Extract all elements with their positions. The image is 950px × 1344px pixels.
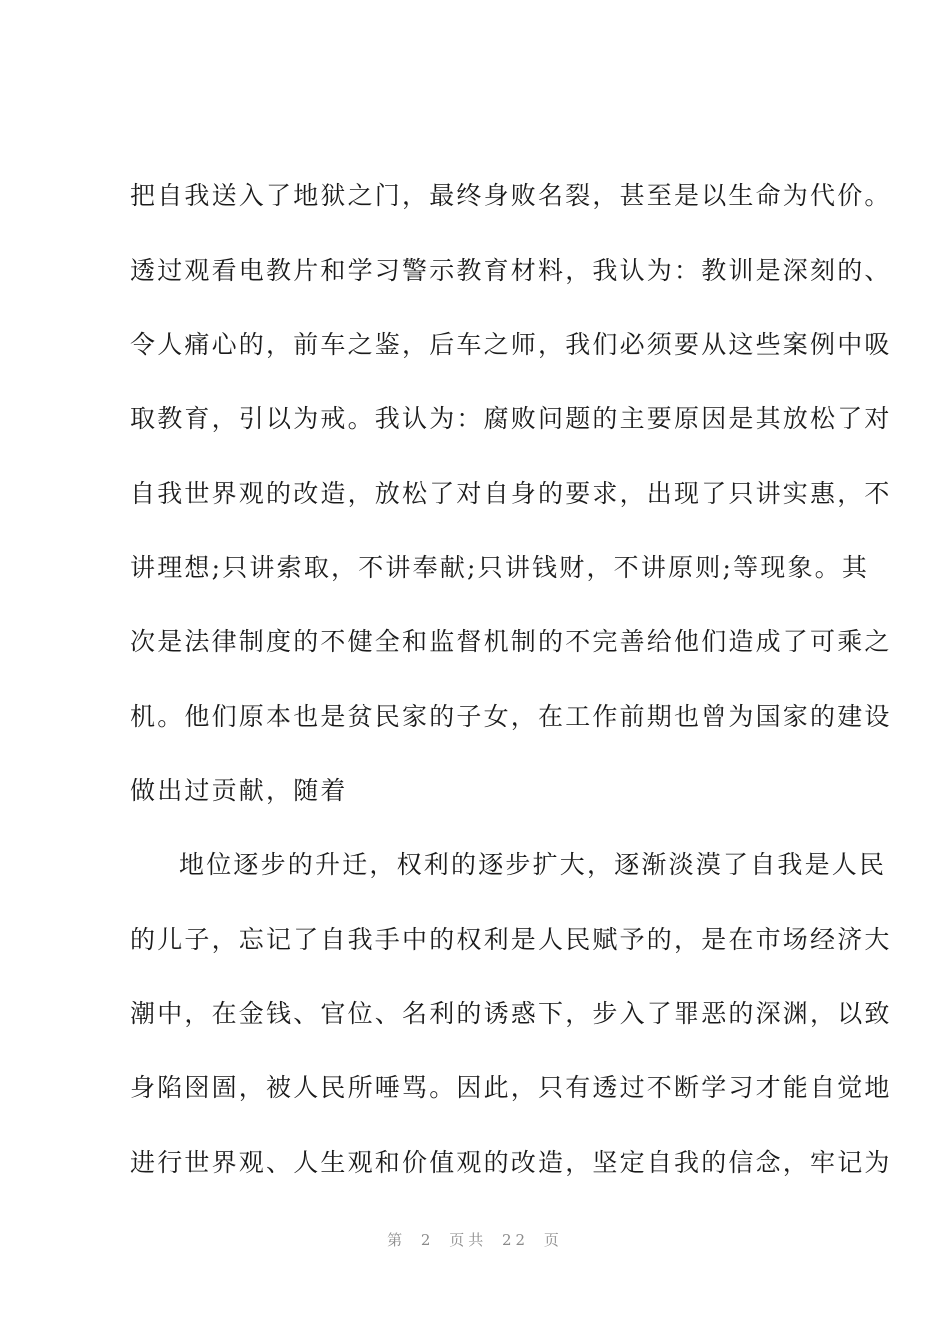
body-text-line: 取教育，引以为戒。我认为：腐败问题的主要原因是其放松了对: [130, 404, 892, 433]
body-text-line: 机。他们原本也是贫民家的子女，在工作前期也曾为国家的建设: [130, 702, 892, 731]
body-text-line: 次是法律制度的不健全和监督机制的不完善给他们造成了可乘之: [130, 627, 892, 656]
body-text-line: 进行世界观、人生观和价值观的改造，坚定自我的信念，牢记为: [130, 1148, 892, 1177]
page-number-footer: 第 2 页共 22 页: [387, 1231, 563, 1249]
body-text-line: 身陷囹圄，被人民所唾骂。因此，只有透过不断学习才能自觉地: [130, 1073, 892, 1102]
body-text-line: 透过观看电教片和学习警示教育材料，我认为：教训是深刻的、: [130, 256, 892, 285]
body-text-line: 潮中，在金钱、官位、名利的诱惑下，步入了罪恶的深渊，以致: [130, 999, 892, 1028]
body-text-line: 令人痛心的，前车之鉴，后车之师，我们必须要从这些案例中吸: [130, 330, 892, 359]
body-text-line: 自我世界观的改造，放松了对自身的要求，出现了只讲实惠，不: [130, 479, 892, 508]
body-text-line: 做出过贡献，随着: [130, 776, 348, 805]
paragraph-first-line: 地位逐步的升迁，权利的逐步扩大，逐渐淡漠了自我是人民: [179, 850, 887, 879]
body-text-line: 把自我送入了地狱之门，最终身败名裂，甚至是以生命为代价。: [130, 181, 892, 210]
body-text-line: 讲理想;只讲索取，不讲奉献;只讲钱财，不讲原则;等现象。其: [130, 553, 870, 582]
body-text-line: 的儿子，忘记了自我手中的权利是人民赋予的，是在市场经济大: [130, 925, 892, 954]
